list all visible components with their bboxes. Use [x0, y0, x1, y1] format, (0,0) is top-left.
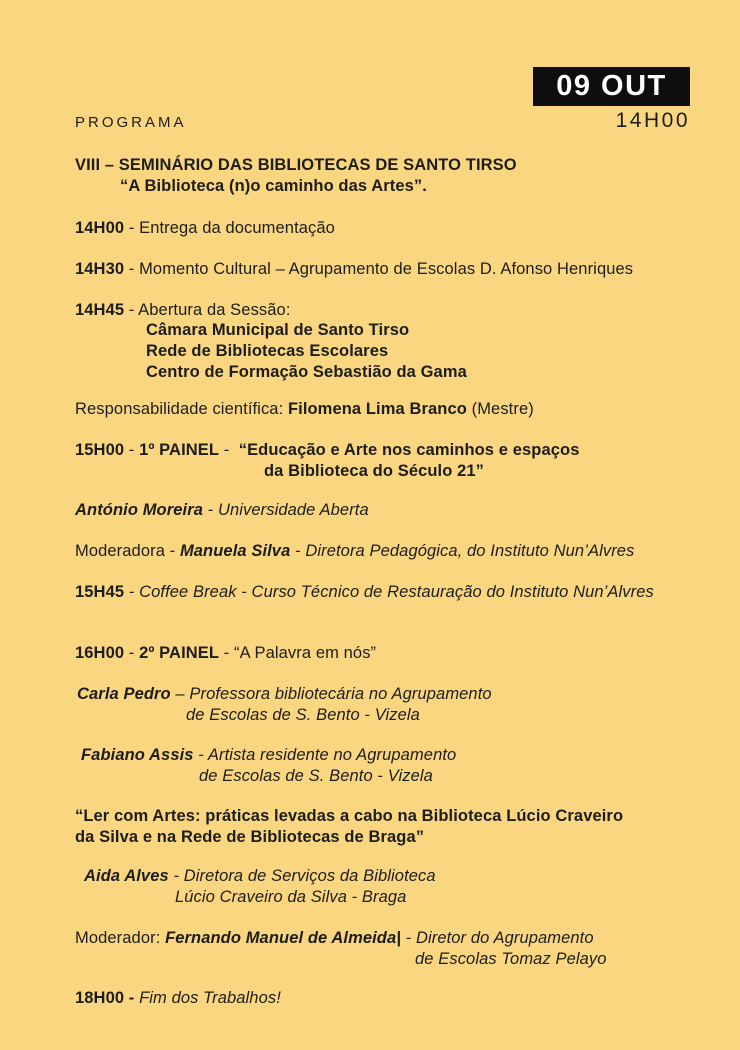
speaker-fabiano-role-line2: de Escolas de S. Bento - Vizela [199, 767, 433, 785]
panel1-quote-line2: da Biblioteca do Século 21” [264, 462, 485, 480]
panel2-quote: “A Palavra em nós” [234, 644, 377, 662]
date-badge: 09 OUT [533, 67, 690, 106]
moderator1-name: Manuela Silva [179, 542, 291, 560]
item-1400-text: - Entrega da documentação [124, 219, 335, 237]
talk-title-line2: da Silva e na Rede de Bibliotecas de Braga” [75, 828, 425, 846]
panel1-sep2: - [219, 441, 235, 459]
item-1800-text: Fim dos Trabalhos! [139, 989, 281, 1007]
moderator2 [75, 928, 594, 949]
item-1545-text: - Coffee Break - Curso Técnico de Restauração do Instituto Nun’Alvres [124, 583, 654, 601]
moderator1 [75, 541, 634, 562]
item-1545-time: 15H45 [75, 583, 125, 601]
panel2-sep1: - [124, 644, 140, 662]
panel1-quote-line1: “Educação e Arte nos caminhos e espaços [238, 441, 580, 459]
item-1430-text: - Momento Cultural – Agrupamento de Escolas D. Afonso Henriques [124, 260, 634, 278]
opening-entity-2: Rede de Bibliotecas Escolares [146, 342, 389, 360]
speaker-antonio-role: - Universidade Aberta [203, 501, 369, 519]
schedule-item-1430 [75, 259, 633, 280]
moderator2-name: Fernando Manuel de Almeida| [165, 929, 401, 947]
panel2-title: 2º PAINEL [139, 644, 220, 662]
program-label: PROGRAMA [75, 114, 187, 131]
item-1800-time: 18H00 - [75, 989, 140, 1007]
scientific-name: Filomena Lima Branco [287, 400, 467, 418]
panel1-title: 1º PAINEL [139, 441, 220, 459]
talk-title-line1: “Ler com Artes: práticas levadas a cabo na Biblioteca Lúcio Craveiro [75, 807, 624, 825]
speaker-fabiano-role-line1: - Artista residente no Agrupamento [193, 746, 457, 764]
opening-entity-3: Centro de Formação Sebastião da Gama [146, 363, 467, 381]
schedule-item-1445 [75, 300, 291, 321]
speaker-fabiano [81, 745, 456, 766]
moderator2-label: Moderador: [75, 929, 166, 947]
speaker-carla-name: Carla Pedro [77, 685, 171, 703]
item-1430-time: 14H30 [75, 260, 125, 278]
moderator2-role-line1: - Diretor do Agrupamento [400, 929, 594, 947]
schedule-item-1500-panel1 [75, 440, 579, 461]
start-time: 14H00 [615, 109, 690, 132]
speaker-carla-role-line2: de Escolas de S. Bento - Vizela [186, 706, 420, 724]
item-1400-time: 14H00 [75, 219, 125, 237]
speaker-aida-role-line2: Lúcio Craveiro da Silva - Braga [175, 888, 407, 906]
moderator2-role-line2: de Escolas Tomaz Pelayo [415, 950, 607, 968]
item-1445-text: - Abertura da Sessão: [124, 301, 291, 319]
scientific-label: Responsabilidade científica: [75, 400, 288, 418]
moderator1-role: - Diretora Pedagógica, do Instituto Nun’Alvres [290, 542, 635, 560]
speaker-antonio-name: António Moreira [75, 501, 203, 519]
schedule-item-1800 [75, 988, 281, 1009]
speaker-aida [84, 866, 436, 887]
seminar-title: VIII – SEMINÁRIO DAS BIBLIOTECAS DE SANTO TIRSO [75, 156, 517, 174]
speaker-carla-role-line1: – Professora bibliotecária no Agrupamento [170, 685, 492, 703]
speaker-aida-name: Aida Alves [84, 867, 169, 885]
panel2-time: 16H00 [75, 644, 125, 662]
schedule-item-1600-panel2 [75, 643, 376, 664]
panel1-time: 15H00 [75, 441, 125, 459]
speaker-aida-role-line1: - Diretora de Serviços da Biblioteca [168, 867, 436, 885]
schedule-item-1400 [75, 218, 335, 239]
speaker-antonio [75, 500, 369, 521]
schedule-item-1545 [75, 582, 654, 603]
item-1445-time: 14H45 [75, 301, 125, 319]
scientific-suffix: (Mestre) [466, 400, 534, 418]
speaker-carla [77, 684, 492, 705]
speaker-fabiano-name: Fabiano Assis [81, 746, 194, 764]
panel1-sep1: - [124, 441, 140, 459]
moderator1-label: Moderadora - [75, 542, 180, 560]
seminar-subtitle: “A Biblioteca (n)o caminho das Artes”. [120, 177, 427, 195]
scientific-responsibility [75, 399, 534, 420]
opening-entity-1: Câmara Municipal de Santo Tirso [146, 321, 410, 339]
panel2-sep2: - [219, 644, 235, 662]
